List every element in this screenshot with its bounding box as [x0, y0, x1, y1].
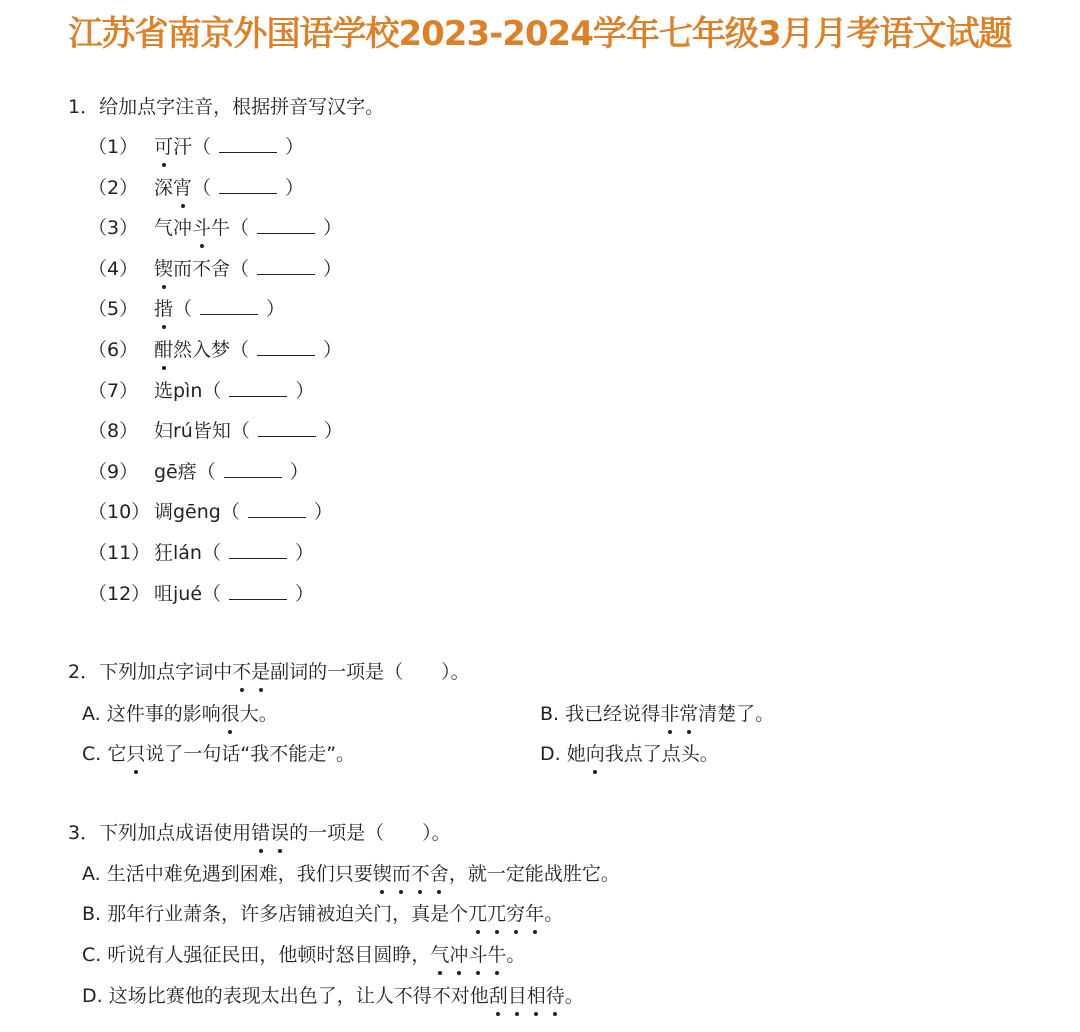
q1-item: （5） 揩（ ） [88, 298, 286, 321]
q1-item-number: （2） [88, 176, 139, 199]
q1-item-number: （7） [88, 379, 139, 402]
q1-dotted-char: 锲 [154, 257, 174, 280]
answer-blank[interactable] [200, 298, 258, 315]
answer-blank[interactable] [258, 420, 316, 437]
q3-option-c[interactable]: C. 听说有人强征民田，他顿时怒目圆睁，气冲斗牛。 [82, 944, 526, 966]
q3-option-a[interactable]: A. 生活中难免遇到困难，我们只要锲而不舍，就一定能战胜它。 [82, 863, 620, 885]
q1-item-text: 妇rú皆知（ [154, 420, 250, 443]
q1-item-number: （1） [88, 136, 139, 158]
q2-option-a[interactable]: A. 这件事的影响很大。 [82, 703, 278, 725]
q1-item-number: （9） [88, 460, 139, 483]
q2-stem: 2．下列加点字词中不是副词的一项是（ ）。 [68, 661, 470, 683]
q1-item-number: （12） [88, 582, 151, 605]
q2-dotted: 不是 [232, 661, 271, 683]
q1-stem: 1．给加点字注音，根据拼音写汉字。 [68, 96, 385, 118]
q1-item-text: 咀jué（ [154, 582, 222, 605]
q1-item-number: （3） [88, 217, 139, 240]
q1-dotted-char: 宵 [173, 176, 193, 199]
q1-item: （1） 可汗（ ） [88, 136, 305, 158]
q1-item-number: （11） [88, 542, 151, 564]
q1-item: （11） 狂lán（ ） [88, 542, 314, 564]
q3-stem: 3．下列加点成语使用错误的一项是（ ）。 [68, 822, 451, 844]
answer-blank[interactable] [219, 177, 277, 194]
q1-dotted-char: 酣 [154, 339, 174, 361]
q1-item-number: （4） [88, 257, 139, 280]
q2-option-d[interactable]: D. 她向我点了点头。 [540, 743, 719, 765]
q3-dotted: 错误 [251, 822, 290, 844]
q1-item-text: gē瘩（ [154, 460, 216, 483]
answer-blank[interactable] [257, 339, 315, 356]
page-title: 江苏省南京外国语学校2023-2024学年七年级3月月考语文试题 [68, 14, 1012, 54]
answer-blank[interactable] [229, 542, 287, 559]
q1-dotted-char: 斗 [192, 217, 212, 240]
q1-item: （6） 酣然入梦（ ） [88, 339, 343, 361]
q3-option-b[interactable]: B. 那年行业萧条，许多店铺被迫关门，真是个兀兀穷年。 [82, 903, 564, 925]
q1-item: （8） 妇rú皆知（ ） [88, 420, 343, 443]
q1-dotted-char: 揩 [154, 298, 174, 321]
q1-dotted-char: 可 [154, 136, 174, 158]
q1-item: （3） 气冲斗牛（ ） [88, 217, 343, 240]
q1-item-number: （8） [88, 420, 139, 443]
q1-item-text: 选pìn（ [154, 379, 222, 402]
answer-blank[interactable] [248, 501, 306, 518]
q1-item: （7） 选pìn（ ） [88, 379, 315, 402]
q1-item: （12） 咀jué（ ） [88, 582, 315, 605]
answer-blank[interactable] [257, 258, 315, 275]
q1-item-number: （5） [88, 298, 139, 321]
q1-item: （4） 锲而不舍（ ） [88, 257, 343, 280]
q1-item-text: 调gēng（ [154, 501, 240, 524]
q2-option-b[interactable]: B. 我已经说得非常清楚了。 [540, 703, 775, 725]
q1-item: （9） gē瘩（ ） [88, 460, 309, 483]
answer-blank[interactable] [257, 217, 315, 234]
q2-option-c[interactable]: C. 它只说了一句话“我不能走”。 [82, 743, 356, 765]
q1-item-number: （6） [88, 339, 139, 361]
q1-item: （10） 调gēng（ ） [88, 501, 333, 524]
answer-blank[interactable] [229, 380, 287, 397]
q1-item: （2） 深宵（ ） [88, 176, 305, 199]
answer-blank[interactable] [229, 583, 287, 600]
q1-item-number: （10） [88, 501, 151, 524]
answer-blank[interactable] [219, 136, 277, 153]
answer-blank[interactable] [224, 461, 282, 478]
q1-item-text: 狂lán（ [154, 542, 221, 564]
q3-option-d[interactable]: D. 这场比赛他的表现太出色了，让人不得不对他刮目相待。 [82, 985, 584, 1007]
